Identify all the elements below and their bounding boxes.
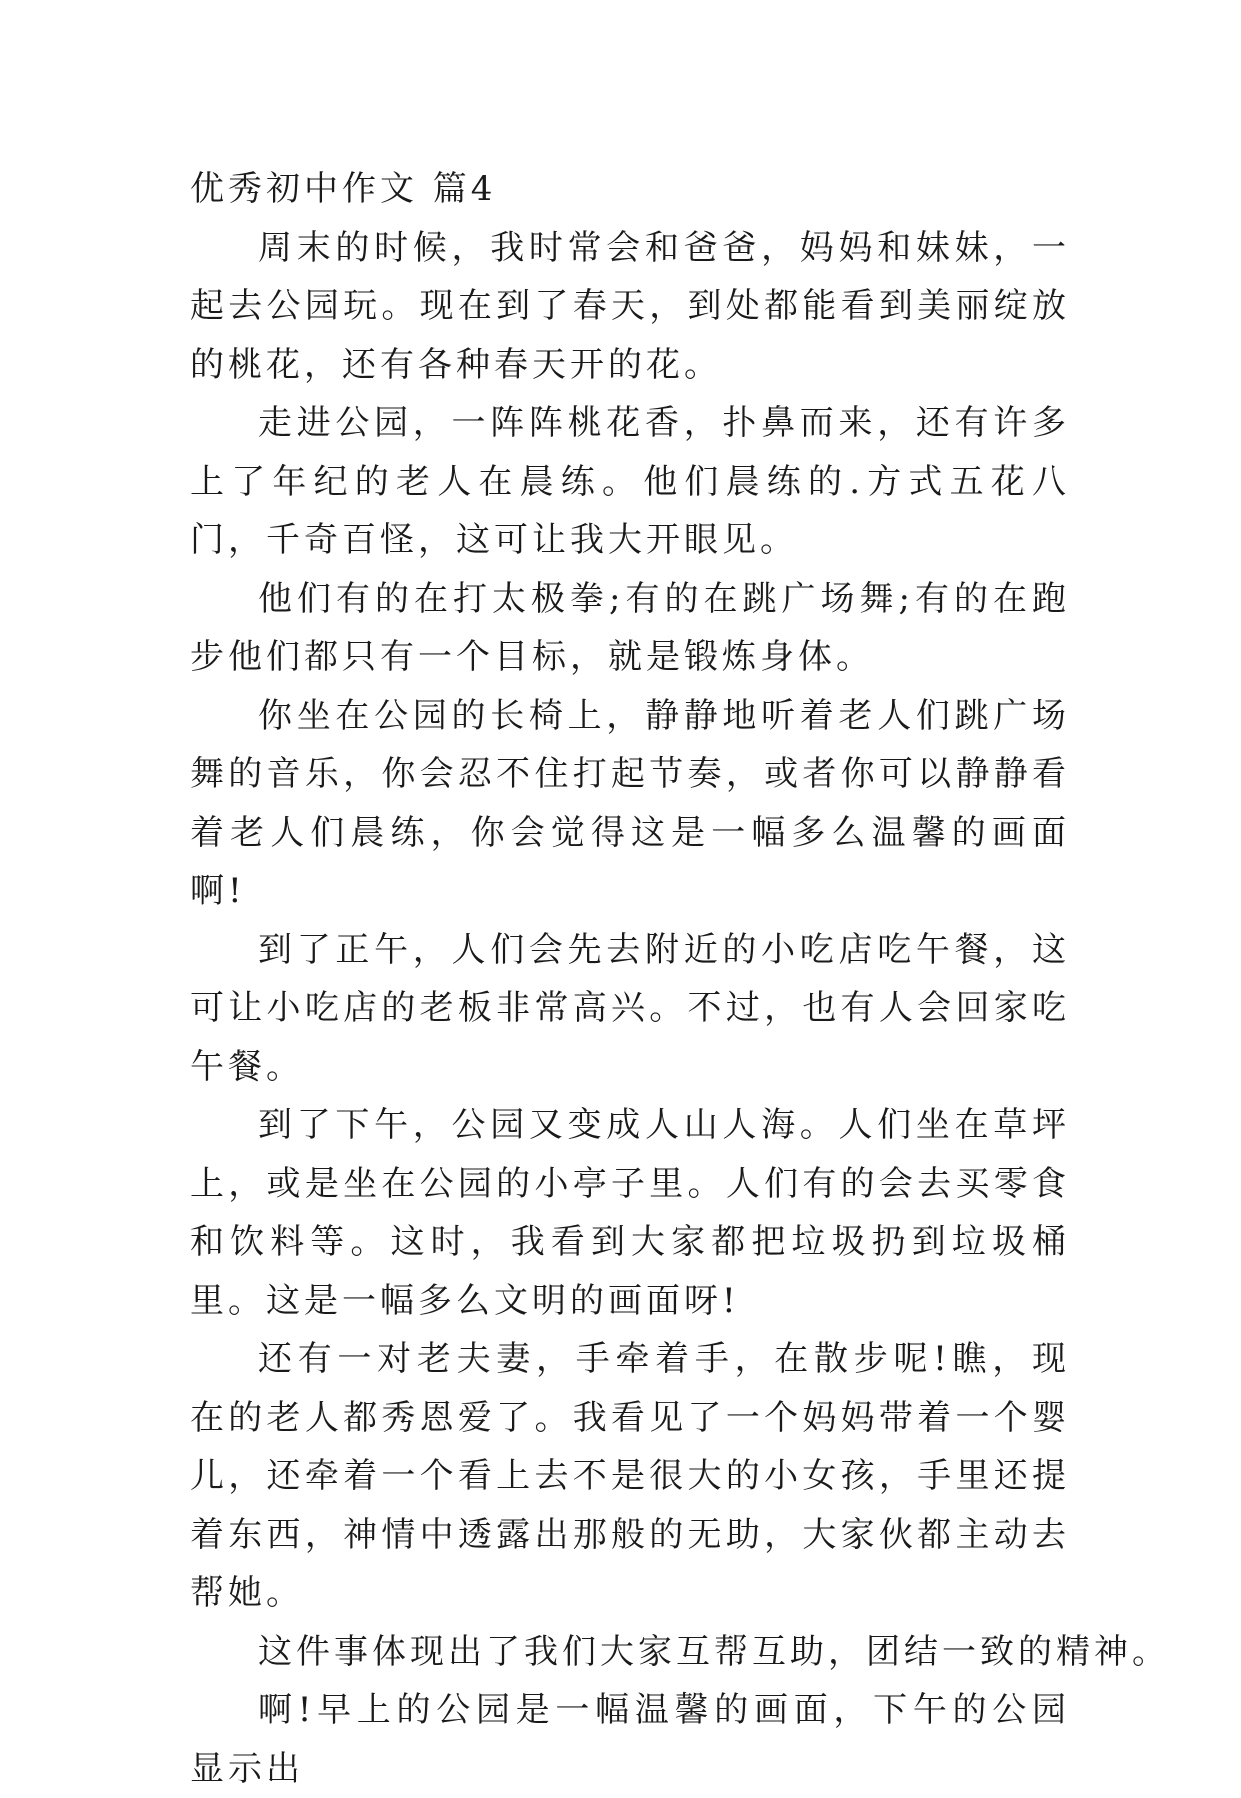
paragraph-9: 啊!早上的公园是一幅温馨的画面，下午的公园显示出	[190, 1690, 1070, 1789]
paragraph-8: 这件事体现出了我们大家互帮互助，团结一致的精神。	[258, 1631, 1170, 1672]
paragraph-7: 还有一对老夫妻，手牵着手，在散步呢!瞧，现在的老人都秀恩爱了。我看见了一个妈妈带着一个婴儿，还牵着一个看上去不是很大的小女孩，手里还提着东西，神情中透露出那般的无助，大家伙都主动去帮她。	[190, 1339, 1070, 1613]
paragraph-2: 走进公园，一阵阵桃花香，扑鼻而来，还有许多上了年纪的老人在晨练。他们晨练的.方式五花八门，千奇百怪，这可让我大开眼见。	[190, 403, 1070, 560]
paragraph-1: 周末的时候，我时常会和爸爸，妈妈和妹妹，一起去公园玩。现在到了春天，到处都能看到美丽绽放的桃花，还有各种春天开的花。	[190, 227, 1070, 385]
paragraph-4: 你坐在公园的长椅上，静静地听着老人们跳广场舞的音乐，你会忍不住打起节奏，或者你可以静静看着老人们晨练，你会觉得这是一幅多么温馨的画面啊!	[190, 695, 1070, 911]
paragraph-5: 到了正午，人们会先去附近的小吃店吃午餐，这可让小吃店的老板非常高兴。不过，也有人会回家吃午餐。	[190, 929, 1070, 1087]
paragraph-6: 到了下午，公园又变成人山人海。人们坐在草坪上，或是坐在公园的小亭子里。人们有的会去买零食和饮料等。这时，我看到大家都把垃圾扔到垃圾桶里。这是一幅多么文明的画面呀!	[190, 1105, 1070, 1321]
document-title: 优秀初中作文 篇4	[190, 169, 497, 209]
paragraph-3: 他们有的在打太极拳;有的在跳广场舞;有的在跑步他们都只有一个目标，就是锻炼身体。	[190, 578, 1070, 677]
document-body	[190, 160, 1170, 1798]
